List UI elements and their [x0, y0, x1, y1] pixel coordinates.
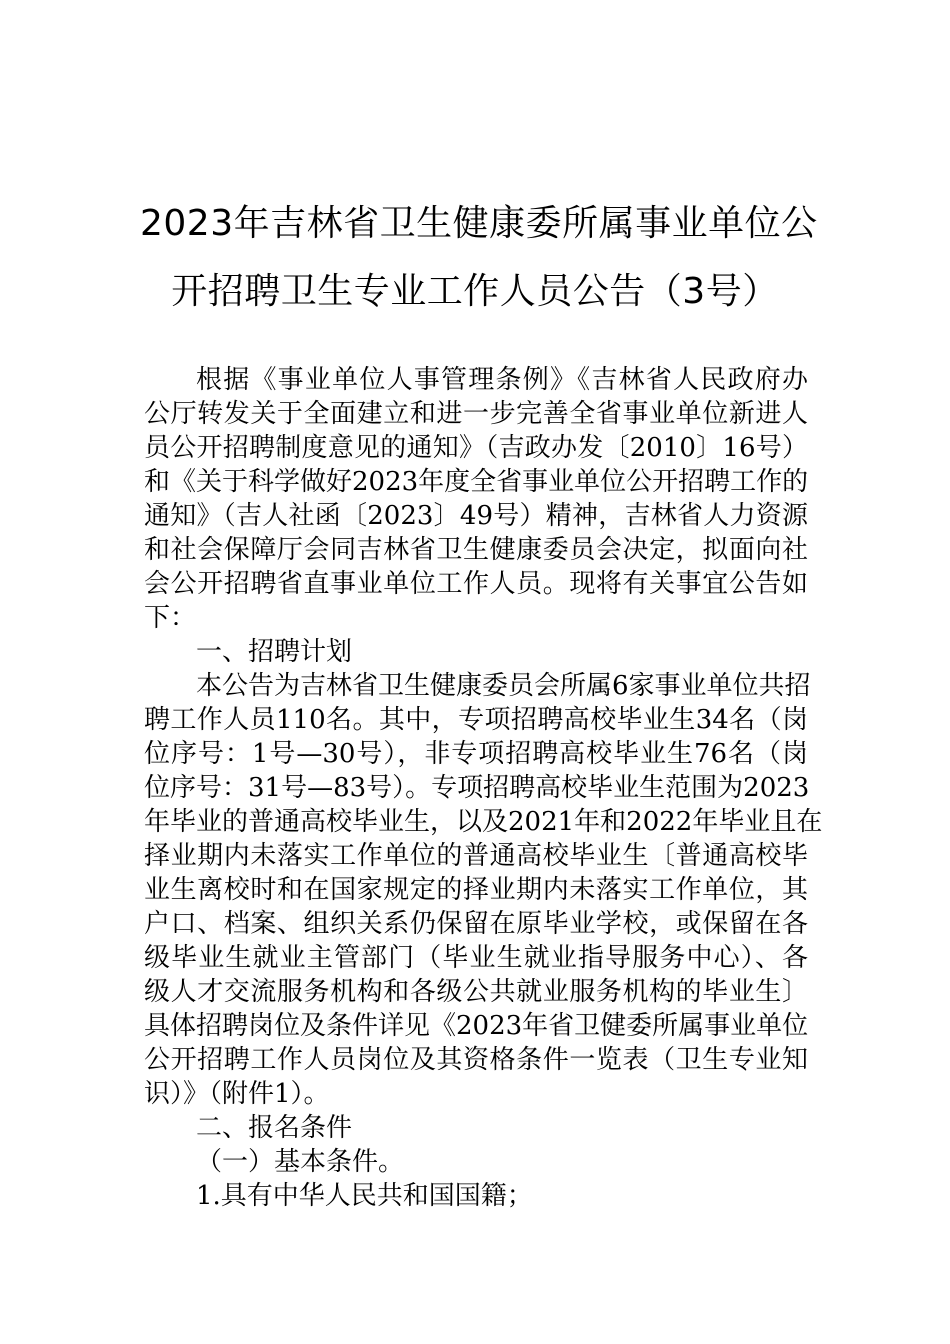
paragraph-2-line: 识）》（附件1）。 — [144, 1079, 330, 1109]
paragraph-2-line: 位序号：31号—83号）。专项招聘高校毕业生范围为2023 — [144, 773, 810, 803]
paragraph-1-line: 通知》（吉人社函〔2023〕49号）精神，吉林省人力资源 — [144, 501, 808, 531]
condition-item-1: 1.具有中华人民共和国国籍； — [196, 1181, 533, 1211]
paragraph-1-line: 下： — [144, 603, 197, 633]
paragraph-2-line: 业生离校时和在国家规定的择业期内未落实工作单位，其 — [144, 875, 808, 905]
section-heading-eligibility: 二、报名条件 — [196, 1113, 353, 1143]
paragraph-2-line: 级人才交流服务机构和各级公共就业服务机构的毕业生〕 — [144, 977, 808, 1007]
paragraph-1-line: 和社会保障厅会同吉林省卫生健康委员会决定，拟面向社 — [144, 535, 808, 565]
paragraph-2-line: 本公告为吉林省卫生健康委员会所属6家事业单位共招 — [196, 671, 811, 701]
paragraph-2-line: 聘工作人员110名。其中，专项招聘高校毕业生34名（岗 — [144, 705, 808, 735]
section-heading-recruitment-plan: 一、招聘计划 — [196, 637, 353, 667]
document-body — [144, 363, 823, 1213]
paragraph-1-line: 公厅转发关于全面建立和进一步完善全省事业单位新进人 — [144, 399, 808, 429]
document-title-line-2: 开招聘卫生专业工作人员公告（3号） — [171, 271, 779, 312]
paragraph-2-line: 具体招聘岗位及条件详见《2023年省卫健委所属事业单位 — [144, 1011, 809, 1041]
paragraph-2-line: 择业期内未落实工作单位的普通高校毕业生〔普通高校毕 — [144, 841, 808, 871]
paragraph-1-line: 员公开招聘制度意见的通知》（吉政办发〔2010〕16号） — [144, 433, 808, 463]
paragraph-1-line: 和《关于科学做好2023年度全省事业单位公开招聘工作的 — [144, 467, 809, 497]
paragraph-1-line: 根据《事业单位人事管理条例》《吉林省人民政府办 — [196, 365, 808, 395]
paragraph-2-line: 级毕业生就业主管部门（毕业生就业指导服务中心）、各 — [144, 943, 808, 973]
document-title-line-1: 2023年吉林省卫生健康委所属事业单位公 — [140, 203, 818, 244]
paragraph-2-line: 公开招聘工作人员岗位及其资格条件一览表（卫生专业知 — [144, 1045, 808, 1075]
paragraph-2-line: 位序号：1号—30号），非专项招聘高校毕业生76名（岗 — [144, 739, 808, 769]
paragraph-2-line: 户口、档案、组织关系仍保留在原毕业学校，或保留在各 — [144, 909, 808, 939]
subsection-heading-basic-conditions: （一）基本条件。 — [196, 1147, 405, 1177]
paragraph-2-line: 年毕业的普通高校毕业生，以及2021年和2022年毕业且在 — [144, 807, 823, 837]
paragraph-1-line: 会公开招聘省直事业单位工作人员。现将有关事宜公告如 — [144, 569, 808, 599]
